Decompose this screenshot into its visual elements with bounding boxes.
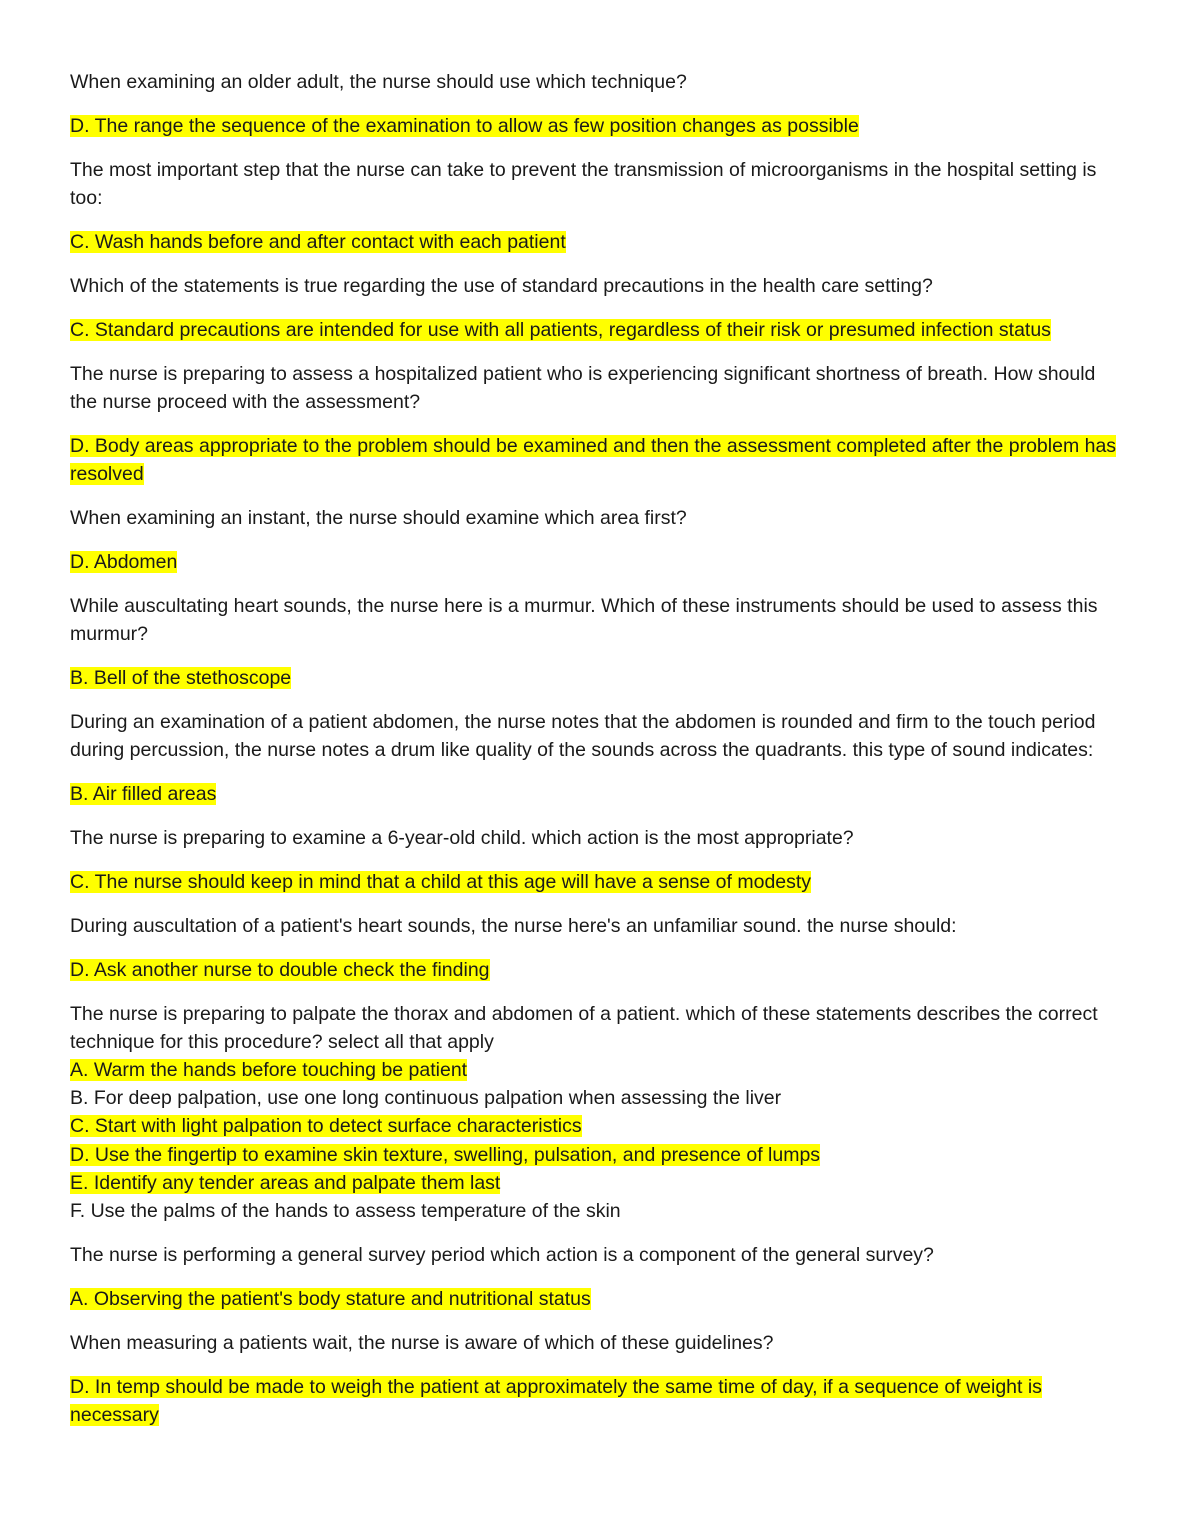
qa-item-9 (70, 912, 1125, 984)
question-text: While auscultating heart sounds, the nurse here is a murmur. Which of these instruments should be used to assess this murmur? (70, 595, 1098, 645)
answer-text (70, 1373, 1125, 1429)
highlighted-answer: B. Bell of the stethoscope (70, 667, 292, 689)
answer-text (70, 112, 1125, 140)
highlighted-answer: B. Air filled areas (70, 783, 217, 805)
qa-item-5 (70, 504, 1125, 576)
option-text: B. For deep palpation, use one long continuous palpation when assessing the liver (70, 1087, 782, 1110)
qa-item-1 (70, 68, 1125, 140)
option-a (70, 1056, 1125, 1084)
answer-text (70, 228, 1125, 256)
question-text: The nurse is preparing to assess a hospitalized patient who is experiencing significant shortness of breath. How should the nurse proceed with the assessment? (70, 363, 1096, 413)
option-f (70, 1197, 1125, 1225)
answer-text (70, 548, 1125, 576)
option-d (70, 1141, 1125, 1169)
question-text: When measuring a patients wait, the nurse is aware of which of these guidelines? (70, 1332, 774, 1355)
option-text: A. Warm the hands before touching be patient (70, 1059, 468, 1081)
qa-item-3 (70, 272, 1125, 344)
qa-item-2 (70, 156, 1125, 256)
question-text: When examining an instant, the nurse should examine which area first? (70, 507, 687, 529)
highlighted-answer: C. Standard precautions are intended for use with all patients, regardless of their risk or presumed infection status (70, 319, 1051, 341)
highlighted-answer: C. Wash hands before and after contact with each patient (70, 231, 566, 253)
answer-text (70, 432, 1125, 488)
question-text: During auscultation of a patient's heart sounds, the nurse here's an unfamiliar sound. the nurse should: (70, 915, 957, 937)
question-text: During an examination of a patient abdomen, the nurse notes that the abdomen is rounded and firm to the touch period during percussion, the nurse notes a drum like quality of the sounds across the quadrants. this type of sound indicates: (70, 711, 1096, 761)
question-text: When examining an older adult, the nurse should use which technique? (70, 71, 687, 93)
option-list (70, 1056, 1125, 1225)
question-text: Which of the statements is true regarding the use of standard precautions in the health care setting? (70, 275, 933, 297)
highlighted-answer: D. Abdomen (70, 551, 178, 573)
qa-item-11 (70, 1241, 1125, 1313)
option-text: D. Use the fingertip to examine skin texture, swelling, pulsation, and presence of lumps (70, 1143, 821, 1166)
highlighted-answer: D. Body areas appropriate to the problem should be examined and then the assessment completed after the problem has resolved (70, 435, 1117, 485)
answer-text (70, 868, 1125, 896)
document-page (70, 68, 1125, 1445)
answer-text (70, 1285, 1125, 1313)
answer-text (70, 664, 1125, 692)
qa-item-6 (70, 592, 1125, 692)
answer-text (70, 956, 1125, 984)
question-text: The most important step that the nurse can take to prevent the transmission of microorganisms in the hospital setting is too: (70, 159, 1097, 209)
question-text: The nurse is preparing to palpate the thorax and abdomen of a patient. which of these statements describes the correct technique for this procedure? select all that apply (70, 1003, 1098, 1053)
highlighted-answer: D. Ask another nurse to double check the finding (70, 959, 490, 981)
highlighted-answer: A. Observing the patient's body stature and nutritional status (70, 1288, 591, 1311)
qa-item-multi-select (70, 1000, 1125, 1225)
answer-text (70, 780, 1125, 808)
highlighted-answer: C. The nurse should keep in mind that a child at this age will have a sense of modesty (70, 871, 812, 893)
option-text: C. Start with light palpation to detect surface characteristics (70, 1115, 582, 1138)
option-c (70, 1112, 1125, 1140)
option-text: E. Identify any tender areas and palpate them last (70, 1171, 501, 1194)
option-e (70, 1169, 1125, 1197)
qa-item-8 (70, 824, 1125, 896)
qa-item-4 (70, 360, 1125, 488)
question-text: The nurse is performing a general survey period which action is a component of the general survey? (70, 1244, 934, 1267)
qa-item-7 (70, 708, 1125, 808)
qa-item-12 (70, 1329, 1125, 1429)
option-b (70, 1084, 1125, 1112)
highlighted-answer: D. The range the sequence of the examination to allow as few position changes as possible (70, 115, 859, 137)
option-text: F. Use the palms of the hands to assess temperature of the skin (70, 1200, 621, 1223)
question-text: The nurse is preparing to examine a 6-year-old child. which action is the most appropriate? (70, 827, 854, 849)
highlighted-answer: D. In temp should be made to weigh the patient at approximately the same time of day, if a sequence of weight is necessary (70, 1376, 1042, 1427)
answer-text (70, 316, 1125, 344)
